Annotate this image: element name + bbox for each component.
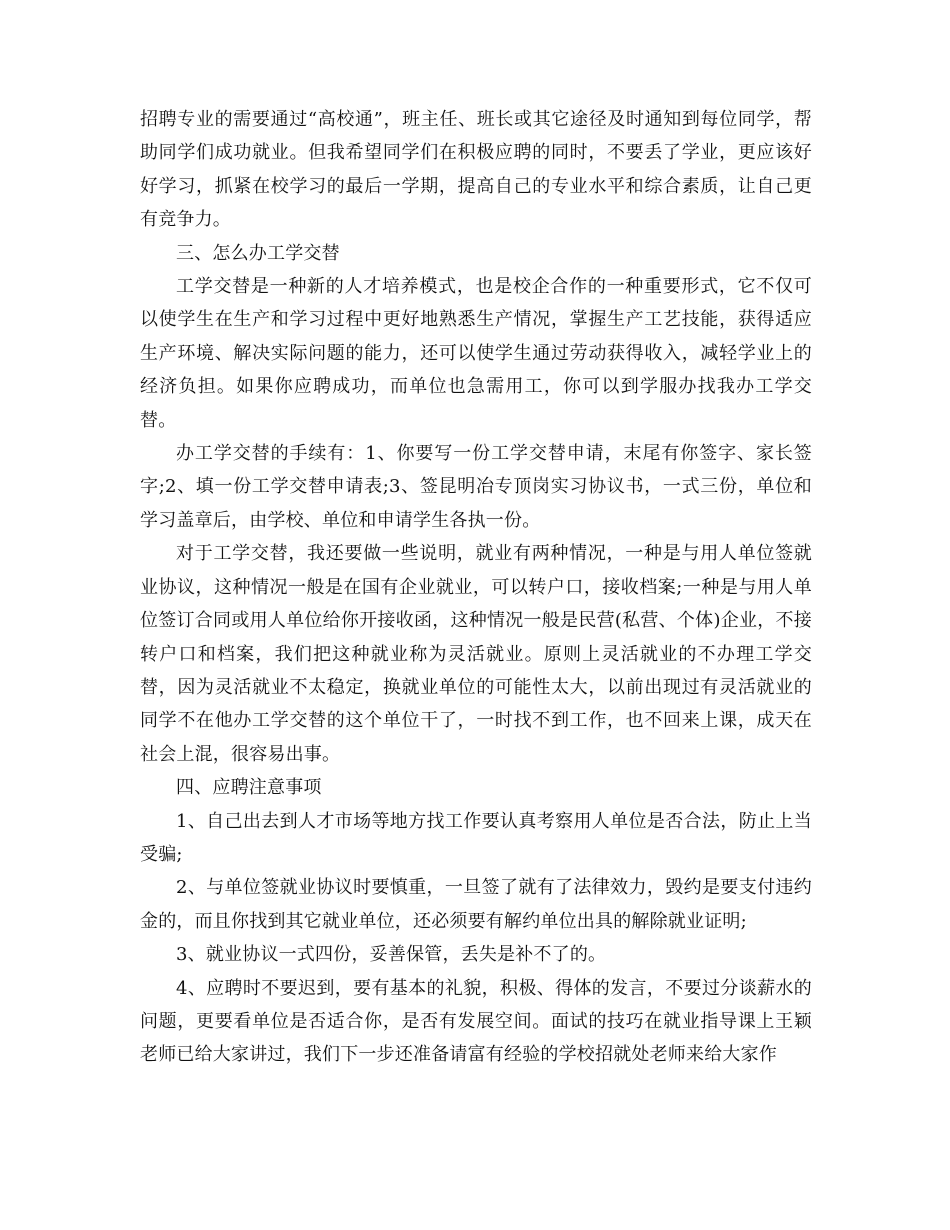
document-body bbox=[140, 103, 812, 1072]
paragraph-work-study-notes: 对于工学交替，我还要做一些说明，就业有两种情况，一种是与用人单位签就业协议，这种情况一般是在国有企业就业，可以转户口，接收档案;一种是与用人单位签订合同或用人单位给你开接收函，这种情况一般是民营(私营、个体)企业，不接转户口和档案，我们把这种就业称为灵活就业。原则上灵活就业的不办理工学交替，因为灵活就业不太稳定，换就业单位的可能性太大，以前出现过有灵活就业的同学不在他办工学交替的这个单位干了，一时找不到工作，也不回来上课，成天在社会上混，很容易出事。 bbox=[140, 543, 812, 765]
paragraph-work-study-definition: 工学交替是一种新的人才培养模式，也是校企合作的一种重要形式，它不仅可以使学生在生产和学习过程中更好地熟悉生产情况，掌握生产工艺技能，获得适应生产环境、解决实际问题的能力，还可以使学生通过劳动获得收入，减轻学业上的经济负担。如果你应聘成功，而单位也急需用工，你可以到学服办找我办工学交替。 bbox=[140, 276, 812, 431]
paragraph-work-study-procedure: 办工学交替的手续有：1、你要写一份工学交替申请，末尾有你签字、家长签字;2、填一份工学交替申请表;3、签昆明冶专顶岗实习协议书，一式三份，单位和学习盖章后，由学校、单位和申请学生各执一份。 bbox=[140, 443, 812, 531]
paragraph-intro-continuation: 招聘专业的需要通过“高校通”，班主任、班长或其它途径及时通知到每位同学，帮助同学们成功就业。但我希望同学们在积极应聘的同时，不要丢了学业，更应该好好学习，抓紧在校学习的最后一学期，提高自己的专业水平和综合素质，让自己更有竞争力。 bbox=[140, 109, 812, 231]
section-heading-work-study: 三、怎么办工学交替 bbox=[176, 242, 340, 264]
list-item-2: 2、与单位签就业协议时要慎重，一旦签了就有了法律效力，毁约是要支付违约金的，而且你找到其它就业单位，还必须要有解约单位出具的解除就业证明; bbox=[140, 877, 812, 932]
list-item-3: 3、就业协议一式四份，妥善保管，丢失是补不了的。 bbox=[176, 944, 607, 966]
list-item-1: 1、自己出去到人才市场等地方找工作要认真考察用人单位是否合法，防止上当受骗; bbox=[140, 810, 812, 865]
section-heading-application-notes: 四、应聘注意事项 bbox=[176, 777, 322, 799]
list-item-4: 4、应聘时不要迟到，要有基本的礼貌，积极、得体的发言，不要过分谈薪水的问题，更要看单位是否适合你，是否有发展空间。面试的技巧在就业指导课上王颖老师已给大家讲过，我们下一步还准备请富有经验的学校招就处老师来给大家作 bbox=[140, 977, 812, 1066]
